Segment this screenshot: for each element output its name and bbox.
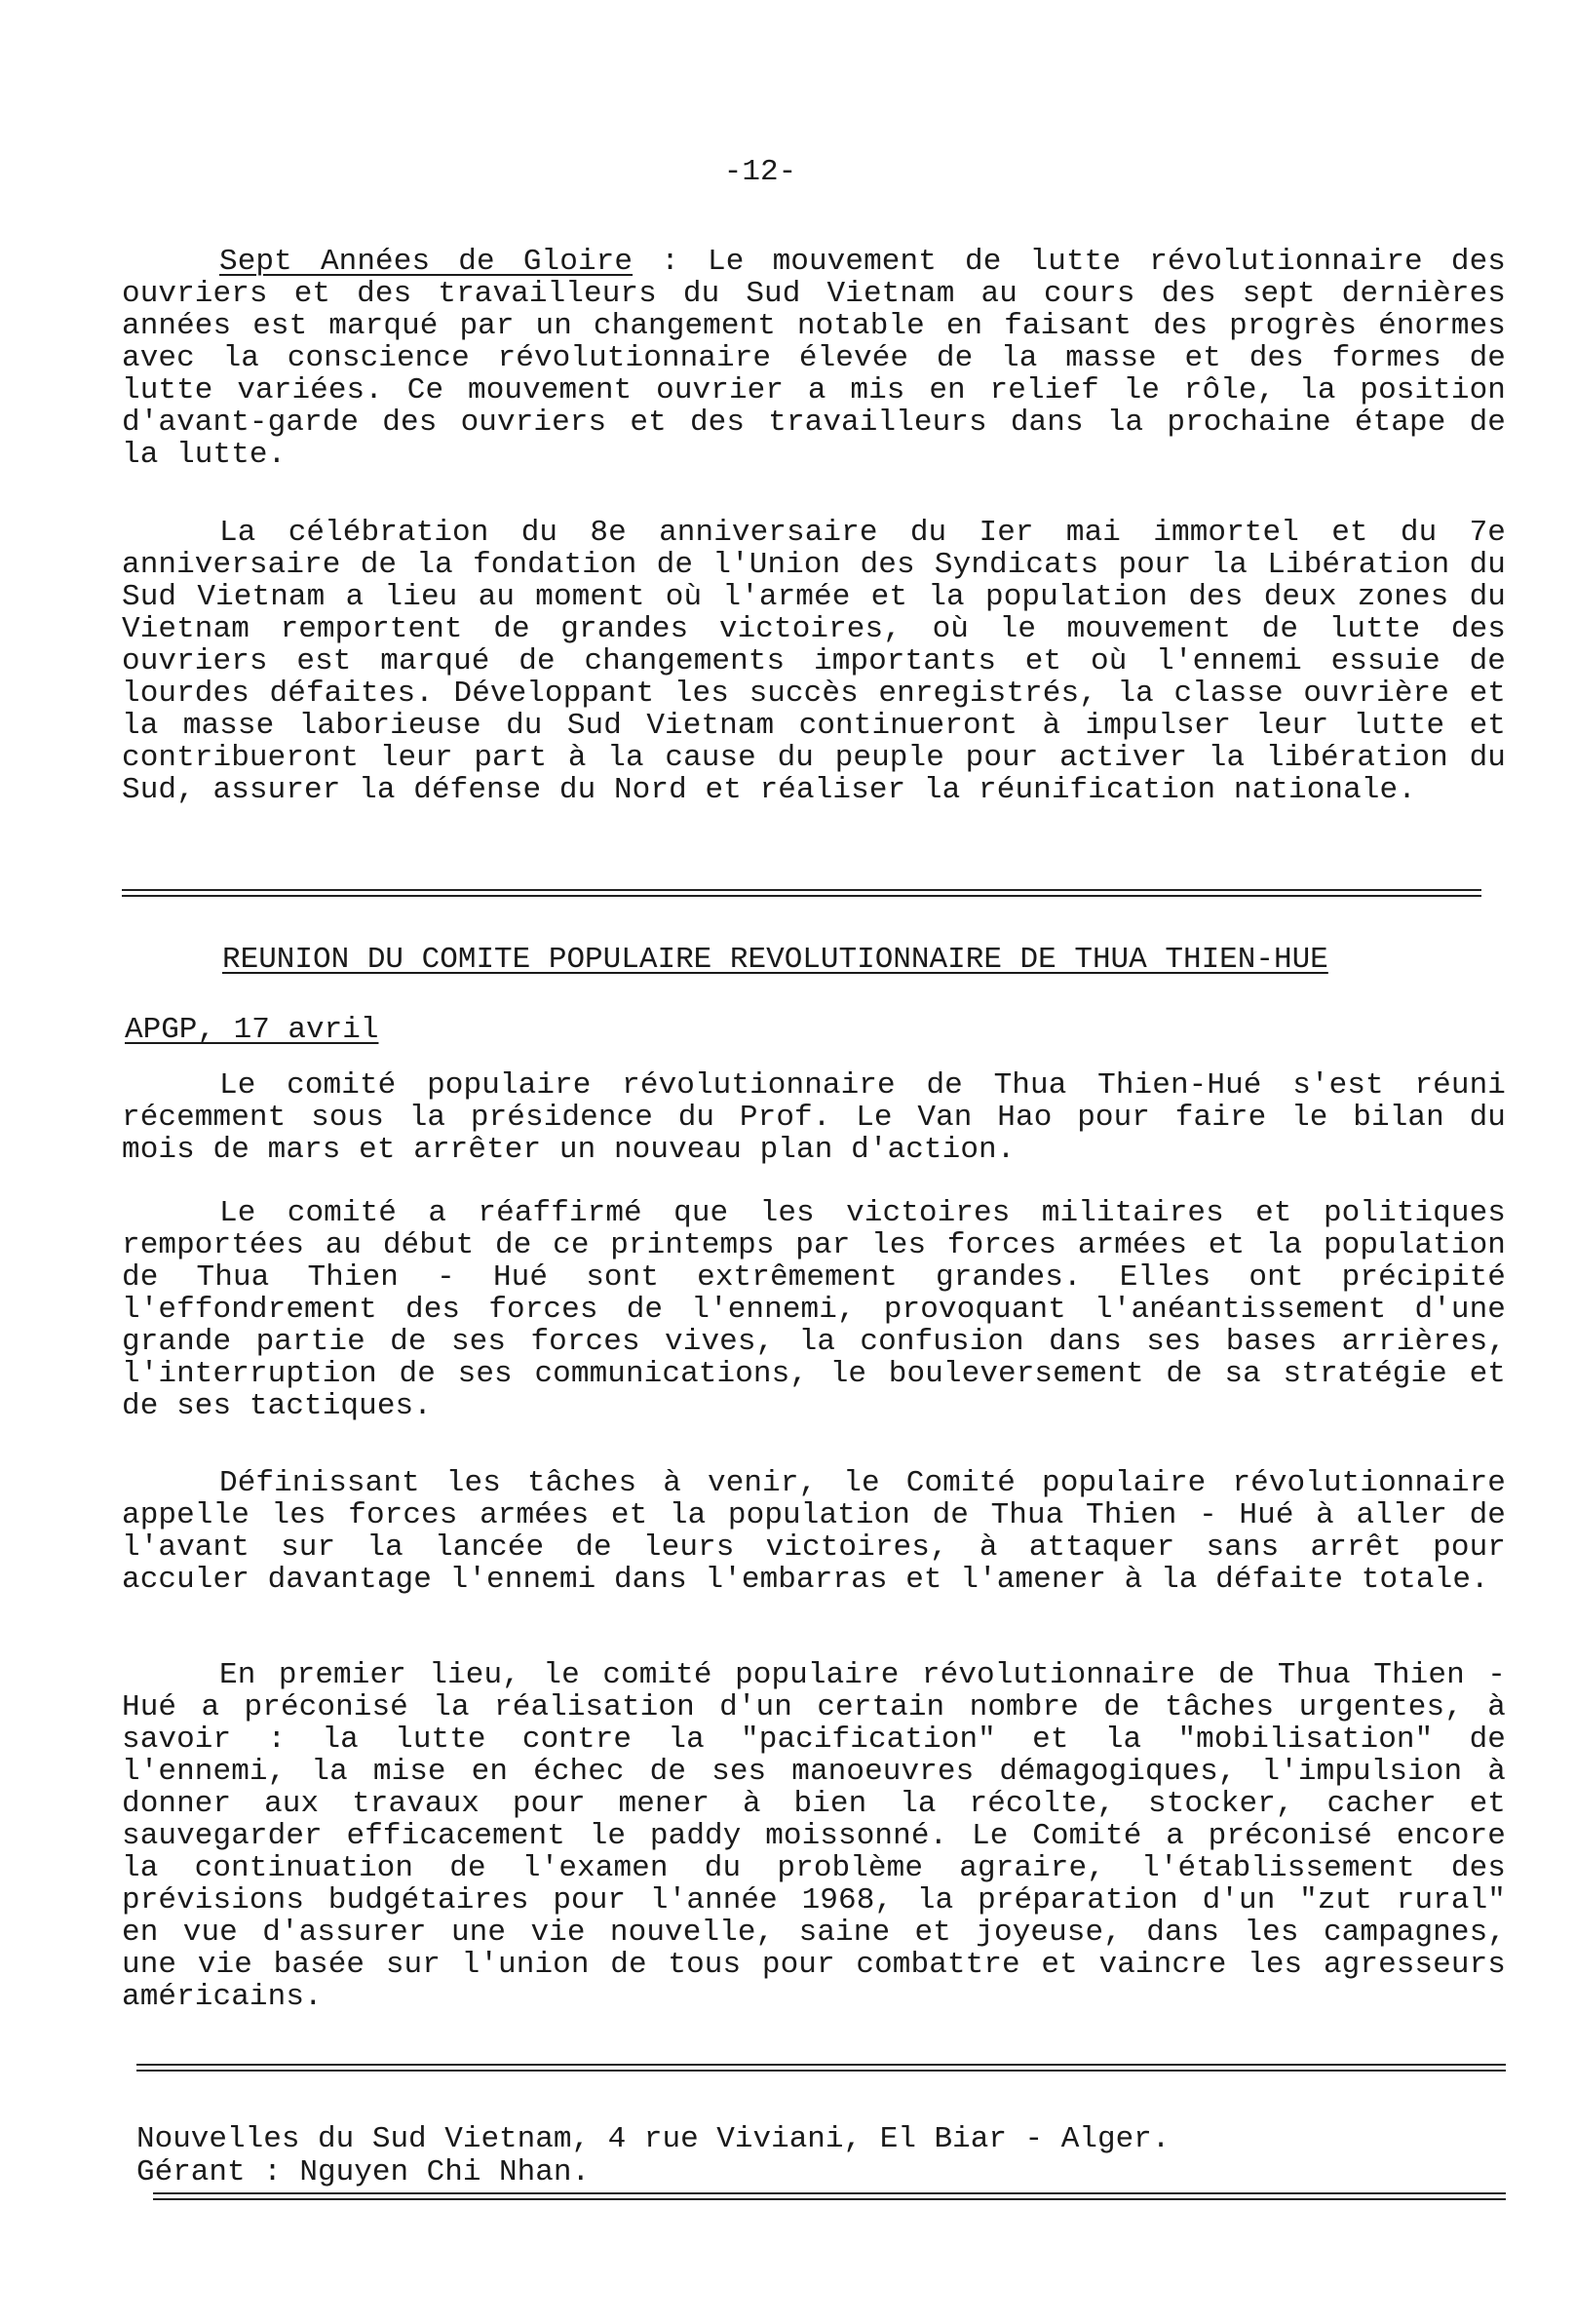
separator-rule-1 [122, 889, 1481, 897]
separator-rule-3 [153, 2192, 1506, 2200]
article1-heading: Sept Années de Gloire [219, 245, 634, 279]
article2-paragraph-4-block [122, 1659, 1506, 2013]
article1-paragraph-1 [122, 246, 1506, 471]
footer-manager: Gérant : Nguyen Chi Nhan. [136, 2155, 591, 2189]
article1-paragraph-1-text: Le mouvement de lutte révolutionnaire des ouvriers et des travailleurs du Sud Vietnam au cours des sept dernières années est marqué par un changement notable en faisant des progrès énormes avec la conscience révolutionnaire élevée de la masse et des formes de lutte variées. Ce mouvement ouvrier a mis en relief le rôle, la position d'avant-garde des ouvriers et des travailleurs dans la prochaine étape de la lutte. [122, 245, 1507, 472]
article1-paragraph-2: La célébration du 8e anniversaire du Ier mai immortel et du 7e anniversaire de la fondation de l'Union des Syndicats pour la Libération du Sud Vietnam a lieu au moment où l'armée et la population des deux zones du Vietnam remportent de grandes victoires, où le mouvement de lutte des ouvriers est marqué de changements importants et où l'ennemi essuie de lourdes défaites. Développant les succès enregistrés, la classe ouvrière et la masse laborieuse du Sud Vietnam continueront à impulser leur lutte et contribueront leur part à la cause du peuple pour activer la libération du Sud, assurer la défense du Nord et réaliser la réunification nationale. [122, 516, 1506, 807]
separator-rule-2 [136, 2064, 1506, 2072]
article2-paragraph-1: Le comité populaire révolutionnaire de Thua Thien-Hué s'est réuni récemment sous la présidence du Prof. Le Van Hao pour faire le bilan du mois de mars et arrêter un nouveau plan d'action. [122, 1068, 1506, 1167]
article2-paragraph-2-block [122, 1197, 1506, 1422]
article-sept-annees [122, 246, 1506, 471]
article2-title: REUNION DU COMITE POPULAIRE REVOLUTIONNAIRE DE THUA THIEN-HUE [222, 943, 1328, 977]
article1-paragraph-2-block [122, 517, 1506, 806]
article2-paragraph-3: Définissant les tâches à venir, le Comité populaire révolutionnaire appelle les forces armées et la population de Thua Thien - Hué à aller de l'avant sur la lancée de leurs victoires, à attaquer sans arrêt pour acculer davantage l'ennemi dans l'embarras et l'amener à la défaite totale. [122, 1466, 1506, 1597]
article2-paragraph-4: En premier lieu, le comité populaire révolutionnaire de Thua Thien - Hué a préconisé la réalisation d'un certain nombre de tâches urgentes, à savoir : la lutte contre la "pacification" et la "mobilisation" de l'ennemi, la mise en échec de ses manoeuvres démagogiques, l'impulsion à donner aux travaux pour mener à bien la récolte, stocker, cacher et sauvegarder efficacement le paddy moissonné. Le Comité a préconisé encore la continuation de l'examen du problème agraire, l'établissement des prévisions budgétaires pour l'année 1968, la préparation d'un "zut rural" en vue d'assurer une vie nouvelle, saine et joyeuse, dans les campagnes, une vie basée sur l'union de tous pour combattre et vaincre les agresseurs américains. [122, 1658, 1506, 2014]
article2-paragraph-2: Le comité a réaffirmé que les victoires militaires et politiques remportées au début de ce printemps par les forces armées et la population de Thua Thien - Hué sont extrêmement grandes. Elles ont précipité l'effondrement des forces de l'ennemi, provoquant l'anéantissement d'une grande partie de ses forces vives, la confusion dans ses bases arrières, l'interruption de ses communications, le bouleversement de sa stratégie et de ses tactiques. [122, 1196, 1506, 1423]
article2-dateline: APGP, 17 avril [125, 1013, 379, 1047]
article2-paragraph-3-block [122, 1467, 1506, 1596]
footer-address: Nouvelles du Sud Vietnam, 4 rue Viviani, El Biar - Alger. [136, 2122, 1171, 2156]
publication-footer [136, 2123, 1170, 2189]
article2-title-wrap [222, 944, 1328, 977]
article1-heading-separator: : [633, 245, 709, 279]
page-number: -12- [723, 155, 797, 189]
article2-dateline-wrap [125, 1014, 378, 1047]
article2-paragraph-1-block [122, 1069, 1506, 1166]
